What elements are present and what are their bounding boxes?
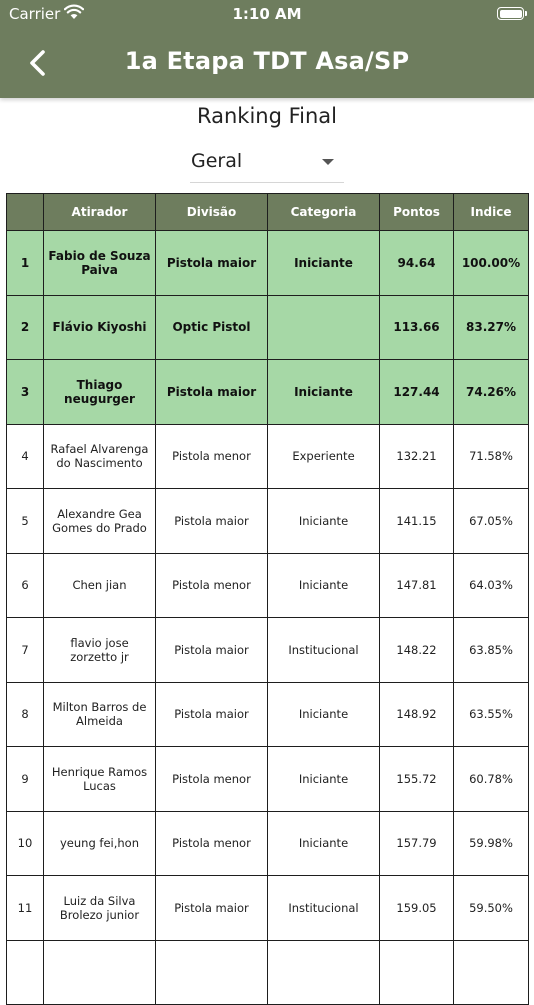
battery-icon xyxy=(497,7,524,20)
cell-categoria: Institucional xyxy=(268,618,380,683)
cell-atirador: Flávio Kiyoshi xyxy=(44,295,156,360)
cell-categoria: Iniciante xyxy=(268,360,380,425)
cell-categoria: Iniciante xyxy=(268,231,380,296)
table-header-row xyxy=(7,194,529,231)
cell-atirador: Henrique Ramos Lucas xyxy=(44,747,156,812)
cell-pontos: 127.44 xyxy=(380,360,454,425)
carrier-label: Carrier xyxy=(9,5,61,23)
column-header-divisao: Divisão xyxy=(156,194,268,231)
cell-indice: 100.00% xyxy=(454,231,529,296)
cell-position: 2 xyxy=(7,295,44,360)
cell-pontos: 148.22 xyxy=(380,618,454,683)
cell-categoria: Iniciante xyxy=(268,682,380,747)
nav-header xyxy=(0,0,534,98)
cell-indice: 59.50% xyxy=(454,876,529,941)
cell-position: 11 xyxy=(7,876,44,941)
cell-categoria xyxy=(268,295,380,360)
cell-atirador: Thiago neugurger xyxy=(44,360,156,425)
page-title: 1a Etapa TDT Asa/SP xyxy=(124,47,410,75)
cell-categoria: Iniciante xyxy=(268,747,380,812)
cell-pontos: 159.05 xyxy=(380,876,454,941)
column-header-pontos: Pontos xyxy=(380,194,454,231)
table-row[interactable] xyxy=(7,231,529,296)
cell-atirador: Chen jian xyxy=(44,553,156,618)
cell-divisao: Pistola maior xyxy=(156,876,268,941)
cell-categoria: Iniciante xyxy=(268,489,380,554)
chevron-down-icon xyxy=(322,159,334,165)
cell-indice: 63.85% xyxy=(454,618,529,683)
table-row[interactable] xyxy=(7,618,529,683)
cell-pontos: 157.79 xyxy=(380,811,454,876)
table-row[interactable] xyxy=(7,360,529,425)
cell-pontos: 141.15 xyxy=(380,489,454,554)
cell-categoria: Iniciante xyxy=(268,811,380,876)
cell-pontos: 147.81 xyxy=(380,553,454,618)
cell-indice: 59.98% xyxy=(454,811,529,876)
table-row[interactable] xyxy=(7,682,529,747)
cell-position: 3 xyxy=(7,360,44,425)
table-row[interactable] xyxy=(7,876,529,941)
cell-indice: 71.58% xyxy=(454,424,529,489)
cell-divisao: Pistola maior xyxy=(156,682,268,747)
cell-atirador: flavio jose zorzetto jr xyxy=(44,618,156,683)
status-bar xyxy=(0,0,534,30)
cell-divisao: Pistola menor xyxy=(156,811,268,876)
cell-indice: 63.55% xyxy=(454,682,529,747)
category-select[interactable] xyxy=(190,143,344,183)
cell-pontos: 132.21 xyxy=(380,424,454,489)
cell-divisao: Pistola menor xyxy=(156,553,268,618)
cell-position: 7 xyxy=(7,618,44,683)
table-row[interactable] xyxy=(7,811,529,876)
select-value: Geral xyxy=(191,150,243,172)
cell-divisao: Pistola maior xyxy=(156,618,268,683)
cell-divisao: Optic Pistol xyxy=(156,295,268,360)
table-row[interactable] xyxy=(7,424,529,489)
cell-indice: 74.26% xyxy=(454,360,529,425)
column-header-atirador: Atirador xyxy=(44,194,156,231)
cell-pontos: 94.64 xyxy=(380,231,454,296)
cell-divisao: Pistola maior xyxy=(156,360,268,425)
table-row[interactable] xyxy=(7,489,529,554)
clock: 1:10 AM xyxy=(232,5,302,23)
cell-atirador: Rafael Alvarenga do Nascimento xyxy=(44,424,156,489)
table-row[interactable] xyxy=(7,553,529,618)
cell-divisao: Pistola menor xyxy=(156,424,268,489)
cell-indice: 83.27% xyxy=(454,295,529,360)
cell-atirador: yeung fei,hon xyxy=(44,811,156,876)
cell-atirador: Alexandre Gea Gomes do Prado xyxy=(44,489,156,554)
cell-position: 6 xyxy=(7,553,44,618)
cell-divisao: Pistola maior xyxy=(156,489,268,554)
cell-position: 1 xyxy=(7,231,44,296)
cell-indice: 67.05% xyxy=(454,489,529,554)
cell-categoria: Institucional xyxy=(268,876,380,941)
cell-atirador: Luiz da Silva Brolezo junior xyxy=(44,876,156,941)
column-header-position xyxy=(7,194,44,231)
cell-position: 4 xyxy=(7,424,44,489)
column-header-indice: Indice xyxy=(454,194,529,231)
cell-position: 9 xyxy=(7,747,44,812)
cell-indice: 60.78% xyxy=(454,747,529,812)
ranking-table xyxy=(6,193,529,1005)
cell-categoria: Experiente xyxy=(268,424,380,489)
column-header-categoria: Categoria xyxy=(268,194,380,231)
cell-indice: 64.03% xyxy=(454,553,529,618)
table-row[interactable] xyxy=(7,295,529,360)
cell-pontos: 155.72 xyxy=(380,747,454,812)
cell-divisao: Pistola menor xyxy=(156,747,268,812)
cell-position: 10 xyxy=(7,811,44,876)
table-row[interactable] xyxy=(7,747,529,812)
cell-position: 5 xyxy=(7,489,44,554)
section-title: Ranking Final xyxy=(196,104,338,128)
cell-divisao: Pistola maior xyxy=(156,231,268,296)
cell-atirador: Fabio de Souza Paiva xyxy=(44,231,156,296)
cell-pontos: 148.92 xyxy=(380,682,454,747)
cell-pontos: 113.66 xyxy=(380,295,454,360)
cell-categoria: Iniciante xyxy=(268,553,380,618)
cell-position: 8 xyxy=(7,682,44,747)
cell-atirador: Milton Barros de Almeida xyxy=(44,682,156,747)
